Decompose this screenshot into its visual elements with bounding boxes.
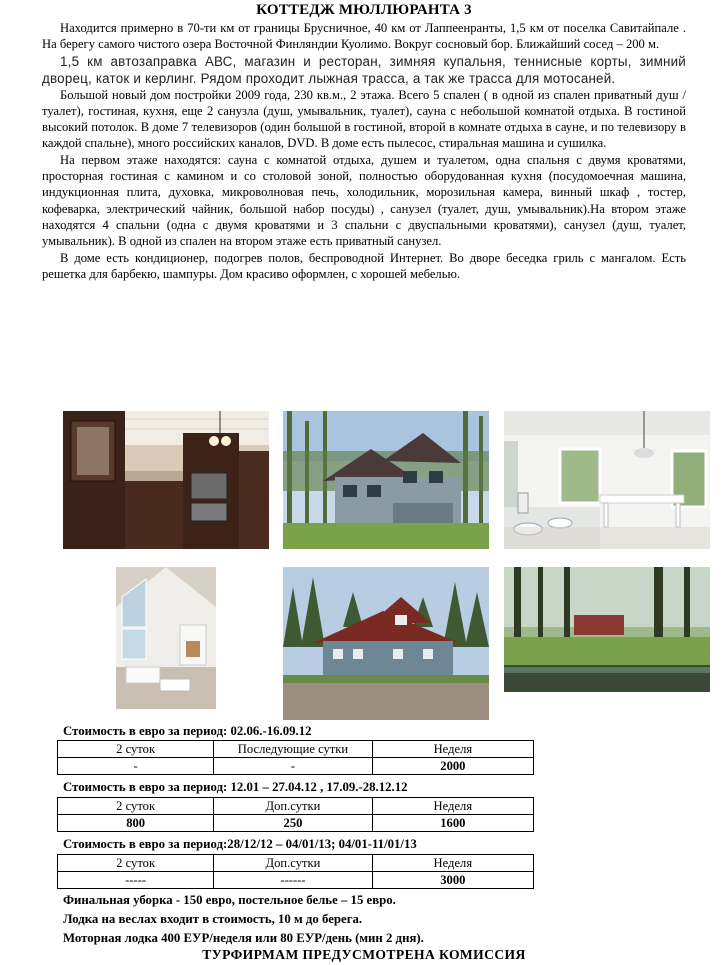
header-cell: Доп.сутки [214, 855, 372, 872]
photo-living-room [116, 567, 216, 709]
paragraph-floors: На первом этаже находятся: сауна с комнатой отдыха, душем и туалетом, одна спальня с двумя кроватями, просторная гостиная с камином и со столовой зоной, полностью оборудованная кухня (посудомоечная машина, индукционная плита, духовка, микроволновая печь, холодильник, морозильная камера, винный шкаф , тостер, кофеварка, электрический чайник, большой набор посуды) , санузел (туалет, душ, умывальник).На втором этаже находятся 4 спальни (одна с двумя кроватями и 3 спальни с двуспальными кроватями), санузел (душ, туалет, умывальник). В одной из спален на втором этаже есть приватный санузел. [42, 152, 686, 249]
header-cell: Неделя [372, 855, 533, 872]
value-cell: ----- [58, 872, 214, 889]
value-cell: 1600 [372, 815, 533, 832]
value-cell: 2000 [372, 758, 533, 775]
header-cell: Последующие сутки [214, 741, 373, 758]
price-table-2 [57, 797, 534, 832]
paragraph-house: Большой новый дом постройки 2009 года, 230 кв.м., 2 этажа. Всего 5 спален ( в одной из спален приватный душ / туалет), гостиная, кухня, еще 2 санузла (душ, умывальник, туалет), сауна с небольшой комнатой отдыха. В гостиной высокий потолок. В доме 7 телевизоров (один большой в гостиной, второй в комнате отдыха в сауне, и по телевизору в каждой спальне), много российских каналов, DVD. В доме есть пылесос, стиральная машина и сушилка. [42, 87, 686, 151]
header-cell: Доп.сутки [214, 798, 372, 815]
description [42, 20, 686, 282]
price-table-3 [57, 854, 534, 889]
photo-kitchen [63, 411, 269, 549]
value-cell: 800 [58, 815, 214, 832]
note-rowboat: Лодка на веслах входит в стоимость, 10 м до берега. [63, 912, 363, 926]
value-cell: - [214, 758, 373, 775]
header-cell: 2 суток [58, 798, 214, 815]
paragraph-extras: В доме есть кондиционер, подогрев полов, беспроводной Интернет. Во дворе беседка гриль с мангалом. Есть решетка для барбекю, шампуры. Дом красиво оформлен, с хорошей мебелью. [42, 250, 686, 281]
value-cell: 3000 [372, 872, 533, 889]
price-period-1: Стоимость в евро за период: 02.06.-16.09.12 [63, 724, 312, 738]
photo-house-yard [283, 567, 489, 720]
photo-dining-room [504, 411, 710, 549]
value-cell: ------ [214, 872, 372, 889]
header-cell: Неделя [372, 741, 533, 758]
header-cell: 2 суток [58, 741, 214, 758]
photo-forest-lake [504, 567, 710, 692]
paragraph-amenities: 1,5 км автозаправка АВС, магазин и ресторан, зимняя купальня, теннисные корты, зимний дворец, каток и керлинг. Рядом проходит лыжная трасса, а так же трасса для мотосаней. [42, 53, 686, 86]
header-cell: Неделя [372, 798, 533, 815]
value-cell: 250 [214, 815, 372, 832]
commission-notice: ТУРФИРМАМ ПРЕДУСМОТРЕНА КОМИССИЯ [202, 947, 526, 962]
price-period-2: Стоимость в евро за период: 12.01 – 27.04.12 , 17.09.-28.12.12 [63, 780, 408, 794]
header-cell: 2 суток [58, 855, 214, 872]
note-motorboat: Моторная лодка 400 ЕУР/неделя или 80 ЕУР/день (мин 2 дня). [63, 931, 424, 945]
price-table-1 [57, 740, 534, 775]
page-title: КОТТЕДЖ МЮЛЛЮРАНТА 3 [256, 2, 472, 18]
note-cleaning: Финальная уборка - 150 евро, постельное белье – 15 евро. [63, 893, 396, 907]
paragraph-location: Находится примерно в 70-ти км от границы Брусничное, 40 км от Лаппеенранты, 1,5 км от поселка Савитайпале . На берегу самого чистого озера Восточной Финляндии Куолимо. Вокруг сосновый бор. Ближайший сосед – 200 м. [42, 21, 686, 52]
value-cell: - [58, 758, 214, 775]
price-period-3: Стоимость в евро за период:28/12/12 – 04/01/13; 04/01-11/01/13 [63, 837, 417, 851]
photo-house-exterior [283, 411, 489, 549]
